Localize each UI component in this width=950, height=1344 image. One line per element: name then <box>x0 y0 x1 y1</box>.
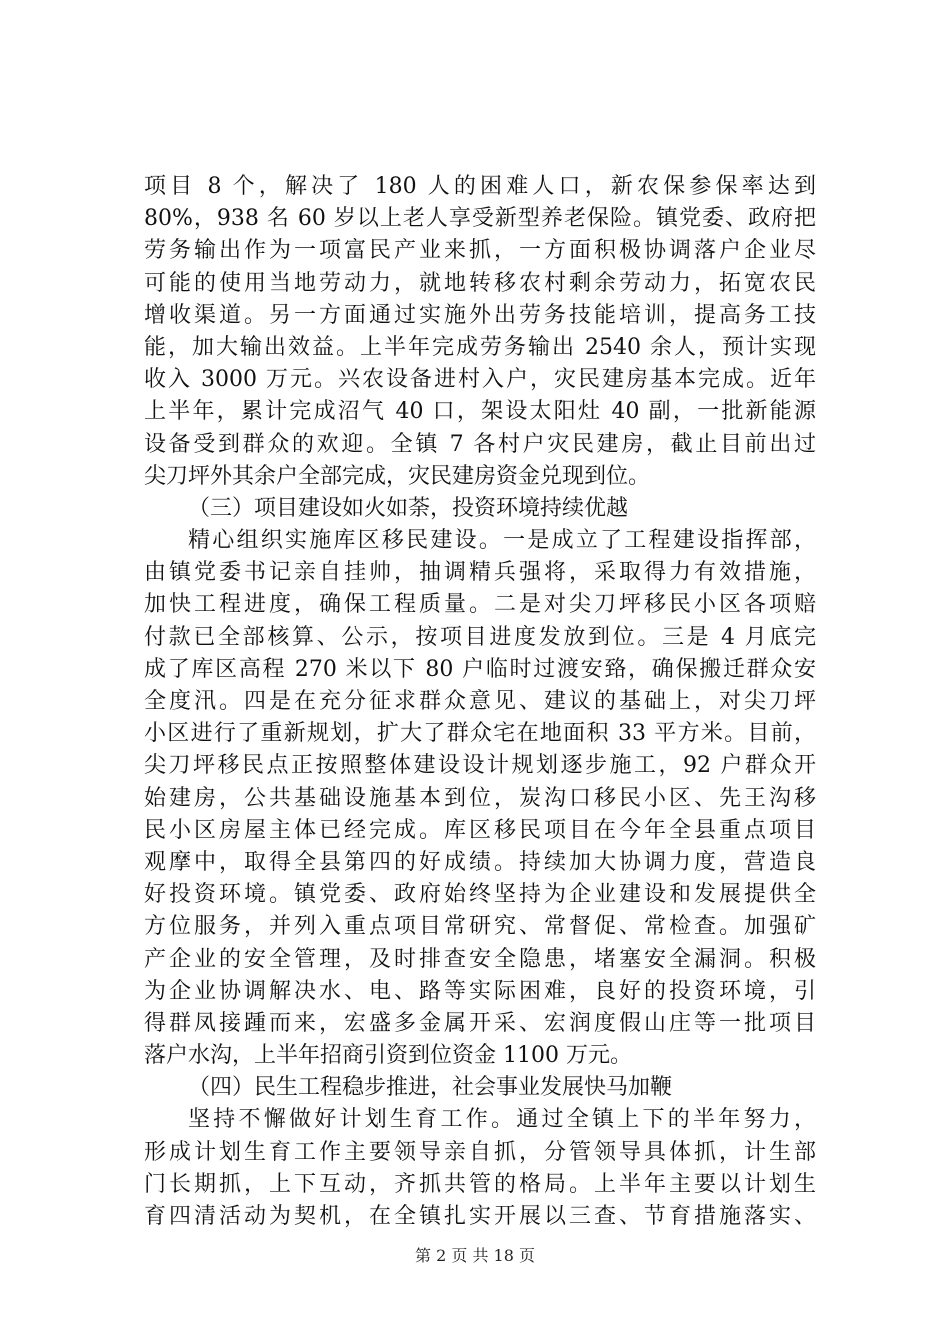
text-line: 设备受到群众的欢迎。全镇 7 各村户灾民建房，截止目前出过 <box>144 431 816 457</box>
text-line: 全度汛。四是在充分征求群众意见、建议的基础上，对尖刀坪 <box>144 689 816 714</box>
text-line: 始建房，公共基础设施基本到位，炭沟口移民小区、先王沟移 <box>144 785 816 811</box>
text-line: 落户水沟，上半年招商引资到位资金 1100 万元。 <box>144 1043 632 1069</box>
text-line: 坚持不懈做好计划生育工作。通过全镇上下的半年努力， <box>188 1107 816 1133</box>
text-line: 加快工程进度，确保工程质量。二是对尖刀坪移民小区各项赔 <box>144 592 816 618</box>
text-line: 上半年，累计完成沼气 40 口，架设太阳灶 40 副，一批新能源 <box>144 399 816 425</box>
text-line: 劳务输出作为一项富民产业来抓，一方面积极协调落户企业尽 <box>144 238 816 264</box>
text-line: 民小区房屋主体已经完成。库区移民项目在今年全县重点项目 <box>144 817 816 843</box>
text-line: 增收渠道。另一方面通过实施外出劳务技能培训，提高务工技 <box>144 302 816 328</box>
text-line: 项目 8 个，解决了 180 人的困难人口，新农保参保率达到 <box>144 174 816 199</box>
text-line: 精心组织实施库区移民建设。一是成立了工程建设指挥部， <box>188 528 816 554</box>
text-line: 尖刀坪移民点正按照整体建设设计规划逐步施工，92 户群众开 <box>144 753 816 779</box>
section-heading-4: （四）民生工程稳步推进，社会事业发展快马加鞭 <box>188 1075 673 1101</box>
text-line: 形成计划生育工作主要领导亲自抓，分管领导具体抓，计生部 <box>144 1139 816 1165</box>
text-line: 得群凤接踵而来，宏盛多金属开采、宏润度假山庄等一批项目 <box>144 1010 816 1036</box>
text-line: 由镇党委书记亲自挂帅，抽调精兵强将，采取得力有效措施， <box>144 560 816 586</box>
text-line: 门长期抓，上下互动，齐抓共管的格局。上半年主要以计划生 <box>144 1171 816 1197</box>
page-number-label: 第 2 页 共 18 页 <box>415 1246 535 1265</box>
text-line: 产企业的安全管理，及时排查安全隐患，堵塞安全漏洞。积极 <box>144 946 816 972</box>
section-heading-3: （三）项目建设如火如荼，投资环境持续优越 <box>188 495 629 521</box>
text-line: 付款已全部核算、公示，按项目进度发放到位。三是 4 月底完 <box>144 624 816 650</box>
text-line: 80%，938 名 60 岁以上老人享受新型养老保险。镇党委、政府把 <box>144 206 816 232</box>
page-footer <box>0 1243 950 1266</box>
text-line: 成了库区高程 270 米以下 80 户临时过渡安臵，确保搬迁群众安 <box>144 656 816 682</box>
text-line: 育四清活动为契机，在全镇扎实开展以三查、节育措施落实、 <box>144 1204 816 1229</box>
text-line: 为企业协调解决水、电、路等实际困难，良好的投资环境，引 <box>144 978 816 1004</box>
text-line: 可能的使用当地劳动力，就地转移农村剩余劳动力，拓宽农民 <box>144 270 816 296</box>
text-line: 尖刀坪外其余户全部完成，灾民建房资金兑现到位。 <box>144 463 651 489</box>
text-line: 能，加大输出效益。上半年完成劳务输出 2540 余人，预计实现 <box>144 334 816 360</box>
document-body <box>144 171 816 1233</box>
text-line: 观摩中，取得全县第四的好成绩。持续加大协调力度，营造良 <box>144 849 816 875</box>
text-line: 小区进行了重新规划，扩大了群众宅在地面积 33 平方米。目前， <box>144 721 816 747</box>
text-line: 收入 3000 万元。兴农设备进村入户，灾民建房基本完成。近年 <box>144 367 816 393</box>
text-line: 方位服务，并列入重点项目常研究、常督促、常检查。加强矿 <box>144 914 816 940</box>
text-line: 好投资环境。镇党委、政府始终坚持为企业建设和发展提供全 <box>144 882 816 908</box>
